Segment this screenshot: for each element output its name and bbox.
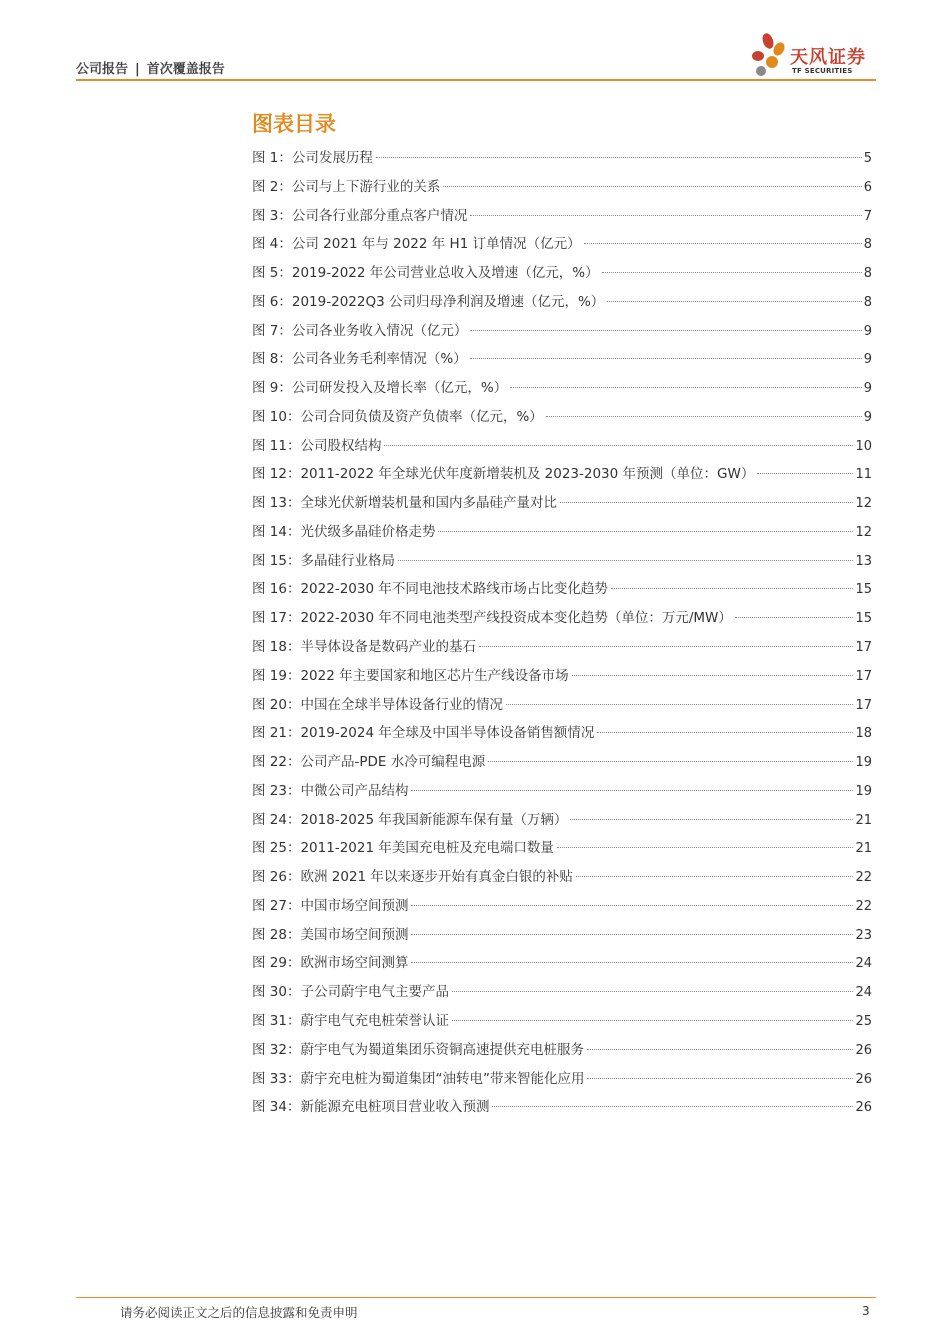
toc-entry-leader bbox=[376, 157, 862, 158]
toc-entry-leader bbox=[757, 473, 853, 474]
toc-entry-leader bbox=[411, 905, 853, 906]
toc-entry[interactable] bbox=[252, 575, 872, 604]
toc-entry-leader bbox=[510, 387, 862, 388]
toc-entry-label: 图 5：2019-2022 年公司营业总收入及增速（亿元，%） bbox=[252, 265, 599, 282]
toc-entry-label: 图 26：欧洲 2021 年以来逐步开始有真金白银的补贴 bbox=[252, 869, 573, 886]
toc-entry-leader bbox=[587, 1078, 853, 1079]
toc-entry-page: 18 bbox=[855, 726, 872, 742]
toc-entry-label: 图 3：公司各行业部分重点客户情况 bbox=[252, 207, 468, 224]
toc-entry-leader bbox=[506, 704, 853, 705]
toc-entry-leader bbox=[398, 560, 853, 561]
toc-entry-leader bbox=[602, 272, 862, 273]
toc-entry[interactable] bbox=[252, 144, 872, 173]
toc-entry[interactable] bbox=[252, 748, 872, 777]
toc-entry-label: 图 18：半导体设备是数码产业的基石 bbox=[252, 639, 476, 656]
toc-entry[interactable] bbox=[252, 489, 872, 518]
toc-entry-label: 图 34：新能源充电桩项目营业收入预测 bbox=[252, 1099, 490, 1116]
toc-entry-label: 图 33：蔚宇充电桩为蜀道集团“油转电”带来智能化应用 bbox=[252, 1070, 585, 1087]
header-separator: | bbox=[135, 62, 140, 77]
toc-entry-leader bbox=[735, 617, 854, 618]
toc-entry[interactable] bbox=[252, 834, 872, 863]
toc-entry-page: 10 bbox=[855, 438, 872, 454]
toc-entry[interactable] bbox=[252, 345, 872, 374]
toc-entry-page: 11 bbox=[855, 467, 872, 483]
toc-entry-leader bbox=[411, 962, 853, 963]
toc-entry-page: 26 bbox=[855, 1071, 872, 1087]
toc-entry-label: 图 16：2022-2030 年不同电池技术路线市场占比变化趋势 bbox=[252, 581, 608, 598]
toc-entry-label: 图 22：公司产品-PDE 水冷可编程电源 bbox=[252, 754, 486, 771]
toc-entry-page: 9 bbox=[863, 409, 872, 425]
toc-entry-label: 图 12：2011-2022 年全球光伏年度新增装机及 2023-2030 年预测（单位：GW） bbox=[252, 466, 755, 483]
toc-entry-page: 26 bbox=[855, 1100, 872, 1116]
toc-title: 图表目录 bbox=[252, 112, 336, 136]
toc-entry-page: 9 bbox=[863, 323, 872, 339]
toc-entry[interactable] bbox=[252, 604, 872, 633]
toc-entry-label: 图 29：欧洲市场空间测算 bbox=[252, 955, 409, 972]
header-report-type-label: 公司报告 bbox=[76, 62, 129, 77]
toc-entry-leader bbox=[470, 330, 861, 331]
toc-entry-leader bbox=[611, 588, 854, 589]
toc-entry-leader bbox=[546, 416, 862, 417]
toc-entry[interactable] bbox=[252, 691, 872, 720]
toc-entry-leader bbox=[587, 1049, 853, 1050]
toc-entry-page: 9 bbox=[863, 381, 872, 397]
toc-entry[interactable] bbox=[252, 949, 872, 978]
toc-entry[interactable] bbox=[252, 1036, 872, 1065]
toc-entry-label: 图 20：中国在全球半导体设备行业的情况 bbox=[252, 696, 503, 713]
toc-entry-leader bbox=[492, 1106, 853, 1107]
toc-entry[interactable] bbox=[252, 317, 872, 346]
toc-entry-page: 15 bbox=[855, 611, 872, 627]
toc-entry-label: 图 2：公司与上下游行业的关系 bbox=[252, 178, 441, 195]
toc-entry[interactable] bbox=[252, 230, 872, 259]
toc-entry-leader bbox=[470, 215, 861, 216]
toc-entry-leader bbox=[576, 876, 854, 877]
toc-entry-leader bbox=[443, 186, 861, 187]
toc-entry-page: 17 bbox=[855, 668, 872, 684]
toc-entry-leader bbox=[572, 675, 854, 676]
logo-name-en: TF SECURITIES bbox=[792, 67, 853, 75]
toc-entry-page: 15 bbox=[855, 582, 872, 598]
toc-entry-leader bbox=[488, 761, 853, 762]
toc-entry-leader bbox=[411, 790, 853, 791]
toc-entry-label: 图 27：中国市场空间预测 bbox=[252, 897, 409, 914]
toc-entry-leader bbox=[597, 732, 853, 733]
toc-entry[interactable] bbox=[252, 259, 872, 288]
toc-entry-leader bbox=[438, 531, 853, 532]
toc-entry-page: 8 bbox=[863, 266, 872, 282]
toc-entry-label: 图 7：公司各业务收入情况（亿元） bbox=[252, 322, 468, 339]
toc-entry[interactable] bbox=[252, 518, 872, 547]
toc-entry-label: 图 4：公司 2021 年与 2022 年 H1 订单情况（亿元） bbox=[252, 236, 581, 253]
toc-entry-label: 图 11：公司股权结构 bbox=[252, 437, 382, 454]
toc-entry-page: 19 bbox=[855, 783, 872, 799]
toc-entry-page: 12 bbox=[855, 496, 872, 512]
toc-entry-page: 21 bbox=[855, 841, 872, 857]
toc-entry-page: 7 bbox=[863, 208, 872, 224]
toc-entry-page: 5 bbox=[863, 151, 872, 166]
toc-entry-label: 图 24：2018-2025 年我国新能源车保有量（万辆） bbox=[252, 811, 568, 828]
toc-entry-page: 13 bbox=[855, 553, 872, 569]
toc-entry-leader bbox=[452, 991, 853, 992]
toc-entry-label: 图 6：2019-2022Q3 公司归母净利润及增速（亿元，%） bbox=[252, 293, 605, 310]
toc-entry-page: 21 bbox=[855, 812, 872, 828]
toc-entry-page: 19 bbox=[855, 755, 872, 771]
toc-entry-label: 图 31：蔚宇电气充电桩荣誉认证 bbox=[252, 1012, 449, 1029]
toc-entry-page: 24 bbox=[855, 956, 872, 972]
toc-entry-leader bbox=[557, 847, 854, 848]
header-report-subtype: 首次覆盖报告 bbox=[146, 62, 225, 77]
toc-entry[interactable] bbox=[252, 1065, 872, 1094]
toc-entry-page: 24 bbox=[855, 985, 872, 1001]
header-divider bbox=[76, 79, 876, 81]
toc-entry[interactable] bbox=[252, 202, 872, 231]
toc-entry-leader bbox=[384, 445, 853, 446]
header-report-type bbox=[76, 58, 225, 77]
toc-entry[interactable] bbox=[252, 460, 872, 489]
toc-entry[interactable] bbox=[252, 863, 872, 892]
tf-logo-mark-icon bbox=[748, 30, 792, 80]
toc-entry-page: 25 bbox=[855, 1013, 872, 1029]
toc-entry-label: 图 15：多晶硅行业格局 bbox=[252, 552, 395, 569]
toc-entry-page: 12 bbox=[855, 524, 872, 540]
toc-entry-page: 23 bbox=[855, 927, 872, 943]
footer-page-number: 3 bbox=[862, 1304, 870, 1318]
toc-entry-label: 图 13：全球光伏新增装机量和国内多晶硅产量对比 bbox=[252, 495, 557, 512]
toc-entry-leader bbox=[607, 301, 861, 302]
toc-entry[interactable] bbox=[252, 403, 872, 432]
toc-entry-leader bbox=[470, 358, 862, 359]
toc-entry-label: 图 32：蔚宇电气为蜀道集团乐资铜高速提供充电桩服务 bbox=[252, 1041, 584, 1058]
toc-entry-label: 图 8：公司各业务毛利率情况（%） bbox=[252, 351, 467, 368]
toc-entry[interactable] bbox=[252, 777, 872, 806]
toc-entry-label: 图 25：2011-2021 年美国充电桩及充电端口数量 bbox=[252, 840, 554, 857]
logo-name-cn: 天风证券 bbox=[790, 47, 866, 68]
toc-entry-page: 8 bbox=[863, 294, 872, 310]
toc-entry-label: 图 30：子公司蔚宇电气主要产品 bbox=[252, 984, 449, 1001]
toc-entry-page: 17 bbox=[855, 640, 872, 656]
toc-entry-label: 图 28：美国市场空间预测 bbox=[252, 926, 409, 943]
toc-entry[interactable] bbox=[252, 173, 872, 202]
toc-entry-leader bbox=[479, 646, 853, 647]
toc-entry-page: 6 bbox=[863, 179, 872, 195]
toc-entry-leader bbox=[560, 502, 853, 503]
toc-entry-leader bbox=[452, 1020, 853, 1021]
toc-entry[interactable] bbox=[252, 978, 872, 1007]
toc-entry-label: 图 19：2022 年主要国家和地区芯片生产线设备市场 bbox=[252, 667, 569, 684]
toc-entry-label: 图 9：公司研发投入及增长率（亿元，%） bbox=[252, 380, 508, 397]
footer-disclaimer: 请务必阅读正文之后的信息披露和免责申明 bbox=[120, 1305, 358, 1320]
toc-entry[interactable] bbox=[252, 432, 872, 461]
toc-entry-label: 图 17：2022-2030 年不同电池类型产线投资成本变化趋势（单位：万元/MW） bbox=[252, 610, 732, 627]
toc-entry[interactable] bbox=[252, 1093, 872, 1122]
toc-entry[interactable] bbox=[252, 921, 872, 950]
toc-entry-page: 22 bbox=[855, 898, 872, 914]
toc-entry[interactable] bbox=[252, 719, 872, 748]
toc-entry[interactable] bbox=[252, 288, 872, 317]
toc-entry[interactable] bbox=[252, 547, 872, 576]
toc-entry-label: 图 21：2019-2024 年全球及中国半导体设备销售额情况 bbox=[252, 725, 595, 742]
toc-entry-label: 图 1：公司发展历程 bbox=[252, 150, 373, 166]
toc-entry-page: 17 bbox=[855, 697, 872, 713]
toc-entry[interactable] bbox=[252, 892, 872, 921]
toc-entry-label: 图 23：中微公司产品结构 bbox=[252, 782, 409, 799]
toc-entry-leader bbox=[411, 934, 853, 935]
footer-divider bbox=[76, 1297, 876, 1298]
toc-entry-page: 8 bbox=[863, 237, 872, 253]
toc-entry[interactable] bbox=[252, 374, 872, 403]
toc-entry[interactable] bbox=[252, 1007, 872, 1036]
toc-entry-page: 26 bbox=[855, 1042, 872, 1058]
tf-securities-logo bbox=[748, 30, 878, 78]
toc-entry[interactable] bbox=[252, 662, 872, 691]
toc-entry[interactable] bbox=[252, 806, 872, 835]
toc-entry[interactable] bbox=[252, 633, 872, 662]
toc-entry-leader bbox=[584, 243, 862, 244]
toc-entry-label: 图 10：公司合同负债及资产负债率（亿元，%） bbox=[252, 408, 543, 425]
toc-entry-page: 9 bbox=[863, 352, 872, 368]
toc-entry-page: 22 bbox=[855, 870, 872, 886]
toc-entry-label: 图 14：光伏级多晶硅价格走势 bbox=[252, 523, 436, 540]
toc-list bbox=[252, 144, 872, 1122]
toc-entry-leader bbox=[570, 819, 853, 820]
